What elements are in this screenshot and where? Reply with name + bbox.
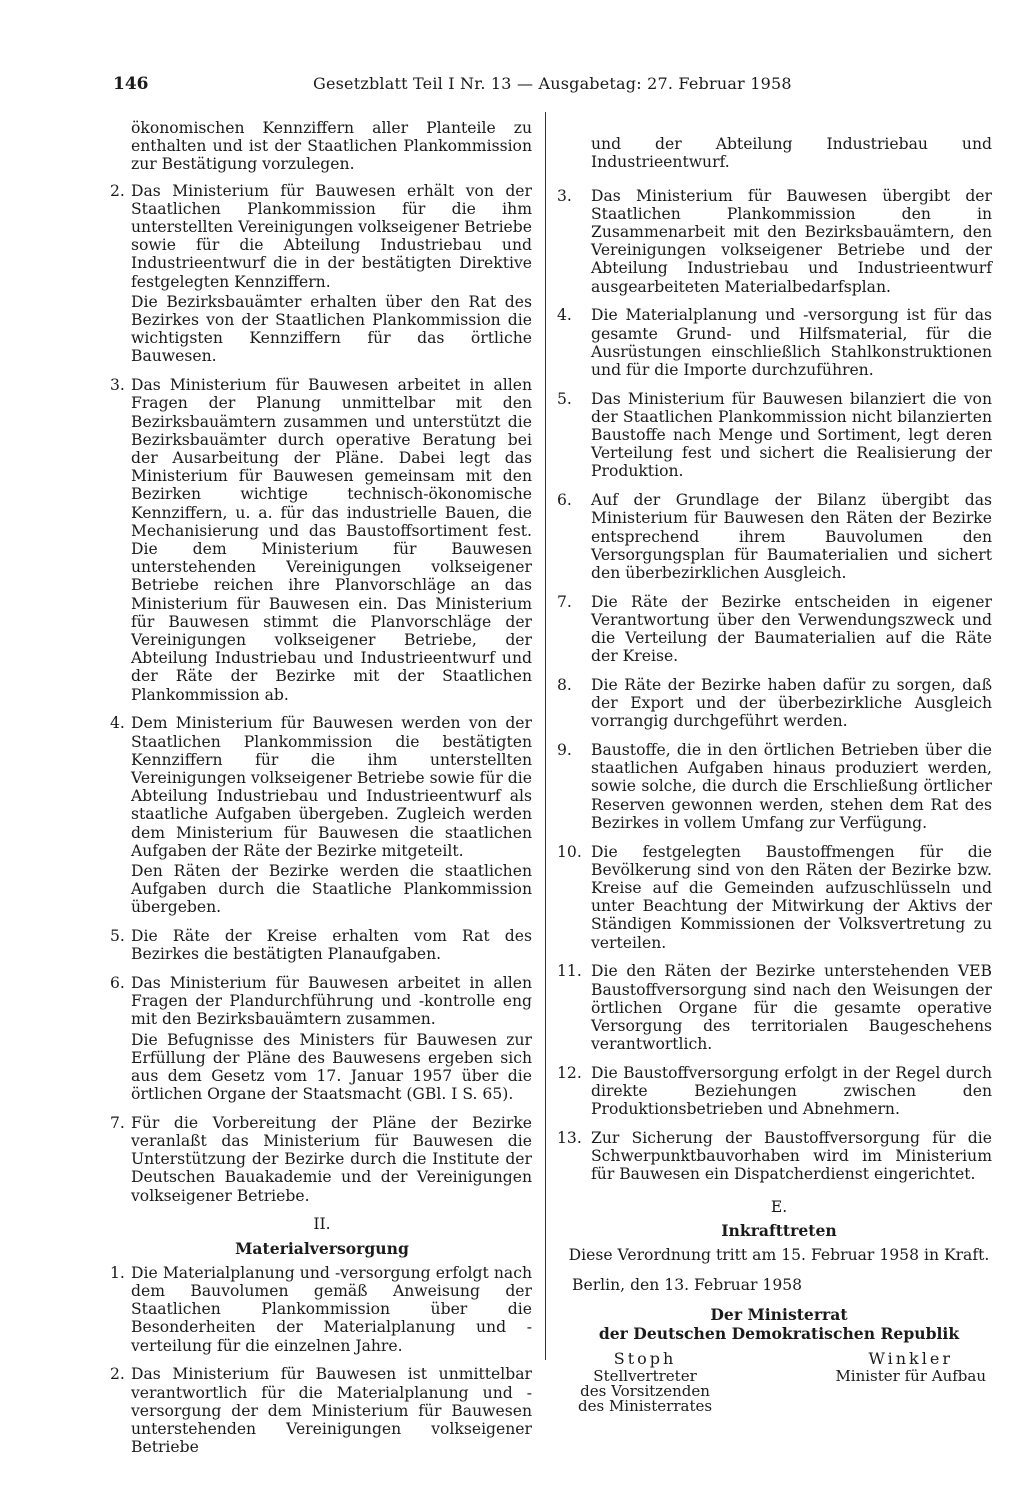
effective-date-text: Diese Verordnung tritt am 15. Februar 1958 in Kraft.	[568, 1245, 990, 1264]
item-text: Die Befugnisse des Ministers für Bauwesen zur Erfüllung der Pläne des Bauwesens ergeben sich aus dem Gesetz vom 17. Januar 1957 über die örtlichen Organe der Staatsmacht (GBl. I S. 65).	[131, 1030, 532, 1104]
item-number: 2.	[110, 1365, 125, 1384]
left-item-3	[112, 376, 532, 704]
item-text: Das Ministerium für Bauwesen übergibt der Staatlichen Plankommission den in Zusammenarbeit mit den Bezirksbauämtern, den Vereinigungen volkseigener Betriebe und der Abteilung Industriebau und Industrieentwurf ausgearbeiteten Materialbedarfsplan.	[591, 186, 992, 296]
item-number: 3.	[110, 376, 125, 395]
signer-title: Stellvertreter	[593, 1366, 697, 1385]
item-number: 5.	[110, 927, 125, 946]
right-item-12	[557, 1063, 992, 1119]
signer-stoph	[578, 1348, 713, 1415]
item-number: 9.	[557, 741, 572, 760]
signer-name: Stoph	[613, 1348, 677, 1368]
section-letter: E.	[770, 1197, 788, 1216]
signer-title: des Ministerrates	[578, 1396, 713, 1415]
signers	[566, 1348, 992, 1415]
item-number: 4.	[557, 306, 572, 325]
item-text: Für die Vorbereitung der Pläne der Bezirke veranlaßt das Ministerium für Bauwesen die Unterstützung der Bezirke durch die Institute der Deutschen Bauakademie und der Vereinigungen volkseigener Betriebe.	[131, 1113, 532, 1205]
left-intro-paragraph: ökonomischen Kennziffern aller Planteile zu enthalten und ist der Staatlichen Plankommission zur Bestätigung vorzulegen.	[131, 119, 532, 174]
council-name-line1: Der Ministerrat	[710, 1305, 848, 1325]
item-text: Das Ministerium für Bauwesen bilanziert die von der Staatlichen Plankommission nicht bilanzierten Baustoffe nach Menge und Sortiment, legt deren Verteilung fest und sichert die Realisierung der Produktion.	[591, 389, 992, 481]
section-title: Inkrafttreten	[721, 1220, 837, 1240]
item-number: 6.	[557, 491, 572, 510]
item-text: Das Ministerium für Bauwesen arbeitet in allen Fragen der Plandurchführung und -kontrolle eng mit den Bezirksbauämtern zusammen.	[131, 973, 532, 1029]
section-item-1	[112, 1264, 532, 1355]
item-text: Das Ministerium für Bauwesen ist unmittelbar verantwortlich für die Materialplanung und -versorgung der dem Ministerium für Bauwesen unterstehenden Vereinigungen volkseigener Betriebe	[131, 1365, 532, 1457]
left-column	[112, 119, 532, 1456]
item-text: Das Ministerium für Bauwesen erhält von der Staatlichen Plankommission für die ihm unterstellten Vereinigungen volkseigener Betriebe sowie für die Abteilung Industriebau und Industrieentwurf die in der bestätigten Direktive festgelegten Kennziffern.	[131, 181, 532, 291]
left-item-5	[112, 927, 532, 963]
item-text: Die Materialplanung und -versorgung erfolgt nach dem Bauvolumen gemäß Anweisung der Staatlichen Plankommission über die Besonderheiten der Materialplanung und -verteilung für die einzelnen Jahre.	[131, 1263, 532, 1355]
signer-title: Minister für Aufbau	[835, 1366, 986, 1385]
left-item-6	[112, 974, 532, 1103]
item-number: 12.	[557, 1063, 582, 1082]
right-item-10	[557, 842, 992, 952]
item-number: 2.	[110, 181, 125, 200]
item-number: 10.	[557, 842, 582, 861]
header-title: Gesetzblatt Teil I Nr. 13 — Ausgabetag: 27. Februar 1958	[313, 74, 792, 93]
item-number: 13.	[557, 1128, 582, 1147]
right-item-5	[557, 389, 992, 481]
right-item-11	[557, 962, 992, 1054]
column-divider	[545, 112, 546, 1360]
right-item-3	[557, 186, 992, 296]
item-text: Die Baustoffversorgung erfolgt in der Regel durch direkte Beziehungen zwischen den Produktionsbetrieben und Abnehmern.	[591, 1063, 992, 1119]
place-and-date: Berlin, den 13. Februar 1958	[572, 1276, 803, 1295]
right-item-9	[557, 741, 992, 832]
item-text: Zur Sicherung der Baustoffversorgung für die Schwerpunktbauvorhaben wird im Ministerium für Bauwesen ein Dispatcherdienst eingerichtet.	[591, 1128, 992, 1184]
item-text: Die festgelegten Baustoffmengen für die Bevölkerung sind von den Räten der Bezirke bzw. Kreise auf die Gemeinden aufzuschlüsseln und unter Beachtung der Mitwirkung der Aktivs der Ständigen Kommissionen der Volksvertretung zu verteilen.	[591, 842, 992, 952]
section-item-2	[112, 1365, 532, 1456]
item-text: Dem Ministerium für Bauwesen werden von der Staatlichen Plankommission die bestätigten Kennziffern für die ihm unterstellten Vereinigungen volkseigener Betriebe sowie für die Abteilung Industriebau und Industrieentwurf als staatliche Aufgaben übergeben. Zugleich werden dem Ministerium für Bauwesen die staatlichen Aufgaben der Räte der Bezirke mitgeteilt.	[131, 714, 532, 860]
item-text: Auf der Grundlage der Bilanz übergibt das Ministerium für Bauwesen den Räten der Bezirke entsprechend ihrem Bauvolumen den Versorgungsplan für Baumaterialien und sichert den überbezirklichen Ausgleich.	[591, 491, 992, 582]
signer-title: des Vorsitzenden	[580, 1381, 710, 1400]
section-number: II.	[313, 1215, 331, 1234]
item-number: 5.	[557, 389, 572, 408]
item-number: 7.	[110, 1113, 125, 1132]
item-text: Die Räte der Bezirke entscheiden in eigener Verantwortung über den Verwendungszweck und die Verteilung der Baumaterialien auf die Räte der Kreise.	[591, 592, 992, 666]
signer-name: Winkler	[868, 1348, 953, 1368]
item-number: 6.	[110, 973, 125, 992]
item-text: Die Bezirksbauämter erhalten über den Rat des Bezirkes von der Staatlichen Plankommission die wichtigsten Kennziffern für das örtliche Bauwesen.	[131, 292, 532, 366]
right-item-7	[557, 592, 992, 666]
item-text: Baustoffe, die in den örtlichen Betrieben über die staatlichen Aufgaben hinaus produziert werden, sowie solche, die durch die Erschließung örtlicher Reserven gewonnen werden, stehen dem Rat des Bezirkes in vollem Umfang zur Verfügung.	[591, 741, 992, 832]
item-text: Die den Räten der Bezirke unterstehenden VEB Baustoffversorgung sind nach den Weisungen der örtlichen Organe für die gesamte operative Versorgung des territorialen Baugeschehens verantwortlich.	[591, 962, 992, 1054]
item-text: Die Materialplanung und -versorgung ist für das gesamte Grund- und Hilfsmaterial, für die Ausrüstungen einschließlich Stahlkonstruktionen und für die Importe durchzuführen.	[591, 306, 992, 379]
item-text: Den Räten der Bezirke werden die staatlichen Aufgaben durch die Staatliche Plankommission übergeben.	[131, 861, 532, 917]
right-item-6	[557, 491, 992, 582]
signer-winkler	[835, 1348, 986, 1414]
signature-block	[566, 1306, 992, 1413]
left-item-4	[112, 714, 532, 916]
right-item-8	[557, 675, 992, 731]
left-item-2	[112, 182, 532, 366]
right-intro-paragraph: und der Abteilung Industriebau und Industrieentwurf.	[591, 134, 992, 171]
item-number: 7.	[557, 592, 572, 611]
section-title: Materialversorgung	[235, 1238, 409, 1258]
right-column	[557, 119, 992, 1415]
council-name-line2: der Deutschen Demokratischen Republik	[598, 1323, 960, 1343]
right-item-4	[557, 306, 992, 379]
item-number: 8.	[557, 675, 572, 694]
right-item-13	[557, 1128, 992, 1184]
item-number: 4.	[110, 714, 125, 733]
item-number: 1.	[110, 1263, 125, 1282]
left-item-7	[112, 1114, 532, 1205]
item-text: Die Räte der Kreise erhalten vom Rat des Bezirkes die bestätigten Planaufgaben.	[131, 927, 532, 964]
item-text: Die Räte der Bezirke haben dafür zu sorgen, daß der Export und der überbezirkliche Ausgleich vorrangig durchgeführt werden.	[591, 675, 992, 731]
item-number: 11.	[557, 962, 582, 981]
item-number: 3.	[557, 186, 572, 205]
item-text: Das Ministerium für Bauwesen arbeitet in allen Fragen der Planung unmittelbar mit den Bezirksbauämtern zusammen und unterstützt die Bezirksbauämter durch operative Beratung bei der Ausarbeitung der Pläne. Dabei legt das Ministerium für Bauwesen gemeinsam mit den Bezirken wichtige technisch-ökonomische Kennziffern, u. a. für das industrielle Bauen, die Mechanisierung und das Baustoffsortiment fest. Die dem Ministerium für Bauwesen unterstehenden Vereinigungen volkseigener Betriebe reichen ihre Planvorschläge an das Ministerium für Bauwesen ein. Das Ministerium für Bauwesen stimmt die Planvorschläge der Vereinigungen volkseigener Betriebe, der Abteilung Industriebau und Industrieentwurf und der Räte der Bezirke mit der Staatlichen Plankommission ab.	[131, 376, 532, 704]
page-number: 146	[113, 74, 149, 94]
